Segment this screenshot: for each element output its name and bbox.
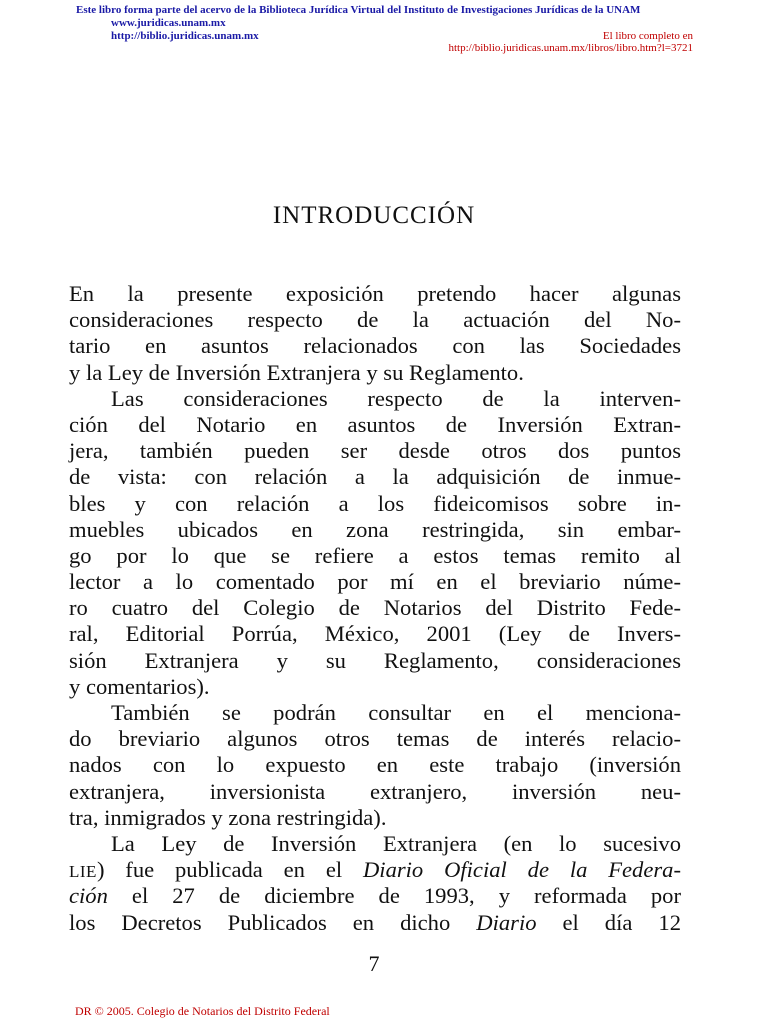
text-fragment: ) fue publicada en el (96, 857, 363, 883)
full-book-url[interactable]: http://biblio.juridicas.unam.mx/libros/libro.htm?l=3721 (448, 42, 693, 54)
text-line: ción del Notario en asuntos de Inversión Extran- (69, 411, 681, 437)
full-book-label: El libro completo en (602, 30, 693, 42)
text-line: extranjera, inversionista extranjero, inversión neu- (69, 778, 681, 804)
text-line: También se podrán consultar en el menciona- (111, 700, 681, 725)
text-line: y la Ley de Inversión Extranjera y su Reglamento. (69, 359, 524, 385)
text-line: bles y con relación a los fideicomisos sobre in- (69, 490, 681, 516)
text-fragment: el día 12 (536, 909, 681, 935)
text-line: tario en asuntos relacionados con las Sociedades (69, 333, 681, 359)
italic-text: Diario (476, 909, 537, 935)
text-line: La Ley de Inversión Extranjera (en lo sucesivo (111, 830, 681, 856)
text-line: jera, también pueden ser desde otros dos puntos (69, 438, 681, 464)
text-line: En la presente exposición pretendo hacer algunas (69, 281, 681, 306)
text-line: muebles ubicados en zona restringida, sin embar- (69, 516, 681, 542)
text-fragment: el 27 de diciembre de 1993, y reformada por (107, 883, 681, 909)
text-line: tra, inmigrados y zona restringida). (69, 804, 387, 830)
text-line (69, 910, 681, 936)
text-line: lector a lo comentado por mí en el breviario núme- (69, 569, 681, 595)
italic-text: Diario Oficial de la Federa- (362, 857, 681, 883)
biblio-url[interactable]: http://biblio.juridicas.unam.mx (111, 30, 259, 42)
copyright-footer: DR © 2005. Colegio de Notarios del Distrito Federal (75, 1004, 330, 1018)
text-line: y comentarios). (69, 673, 210, 699)
library-notice: Este libro forma parte del acervo de la Biblioteca Jurídica Virtual del Instituto de Investigaciones Jurídicas de la UNAM (76, 4, 641, 16)
text-line: Las consideraciones respecto de la interven- (111, 385, 681, 411)
text-line: ro cuatro del Colegio de Notarios del Distrito Fede- (69, 595, 681, 621)
text-line: nados con lo expuesto en este trabajo (inversión (69, 752, 681, 778)
text-line: ral, Editorial Porrúa, México, 2001 (Ley de Invers- (69, 621, 681, 647)
lie-abbreviation: LIE (69, 862, 97, 882)
text-line: go por lo que se refiere a estos temas remito al (69, 542, 681, 568)
italic-text: ción (69, 883, 108, 909)
juridicas-url[interactable]: www.juridicas.unam.mx (111, 17, 226, 29)
text-line (69, 857, 681, 883)
page-number: 7 (368, 951, 380, 976)
chapter-title: INTRODUCCIÓN (272, 202, 476, 229)
text-line: sión Extranjera y su Reglamento, consideraciones (69, 647, 681, 673)
text-line: de vista: con relación a la adquisición de inmue- (69, 464, 681, 490)
text-line (69, 883, 681, 909)
text-fragment: los Decretos Publicados en dicho (69, 909, 477, 935)
text-line: consideraciones respecto de la actuación del No- (69, 307, 681, 333)
body-text (69, 281, 681, 936)
text-line: do breviario algunos otros temas de interés relacio- (69, 726, 681, 752)
